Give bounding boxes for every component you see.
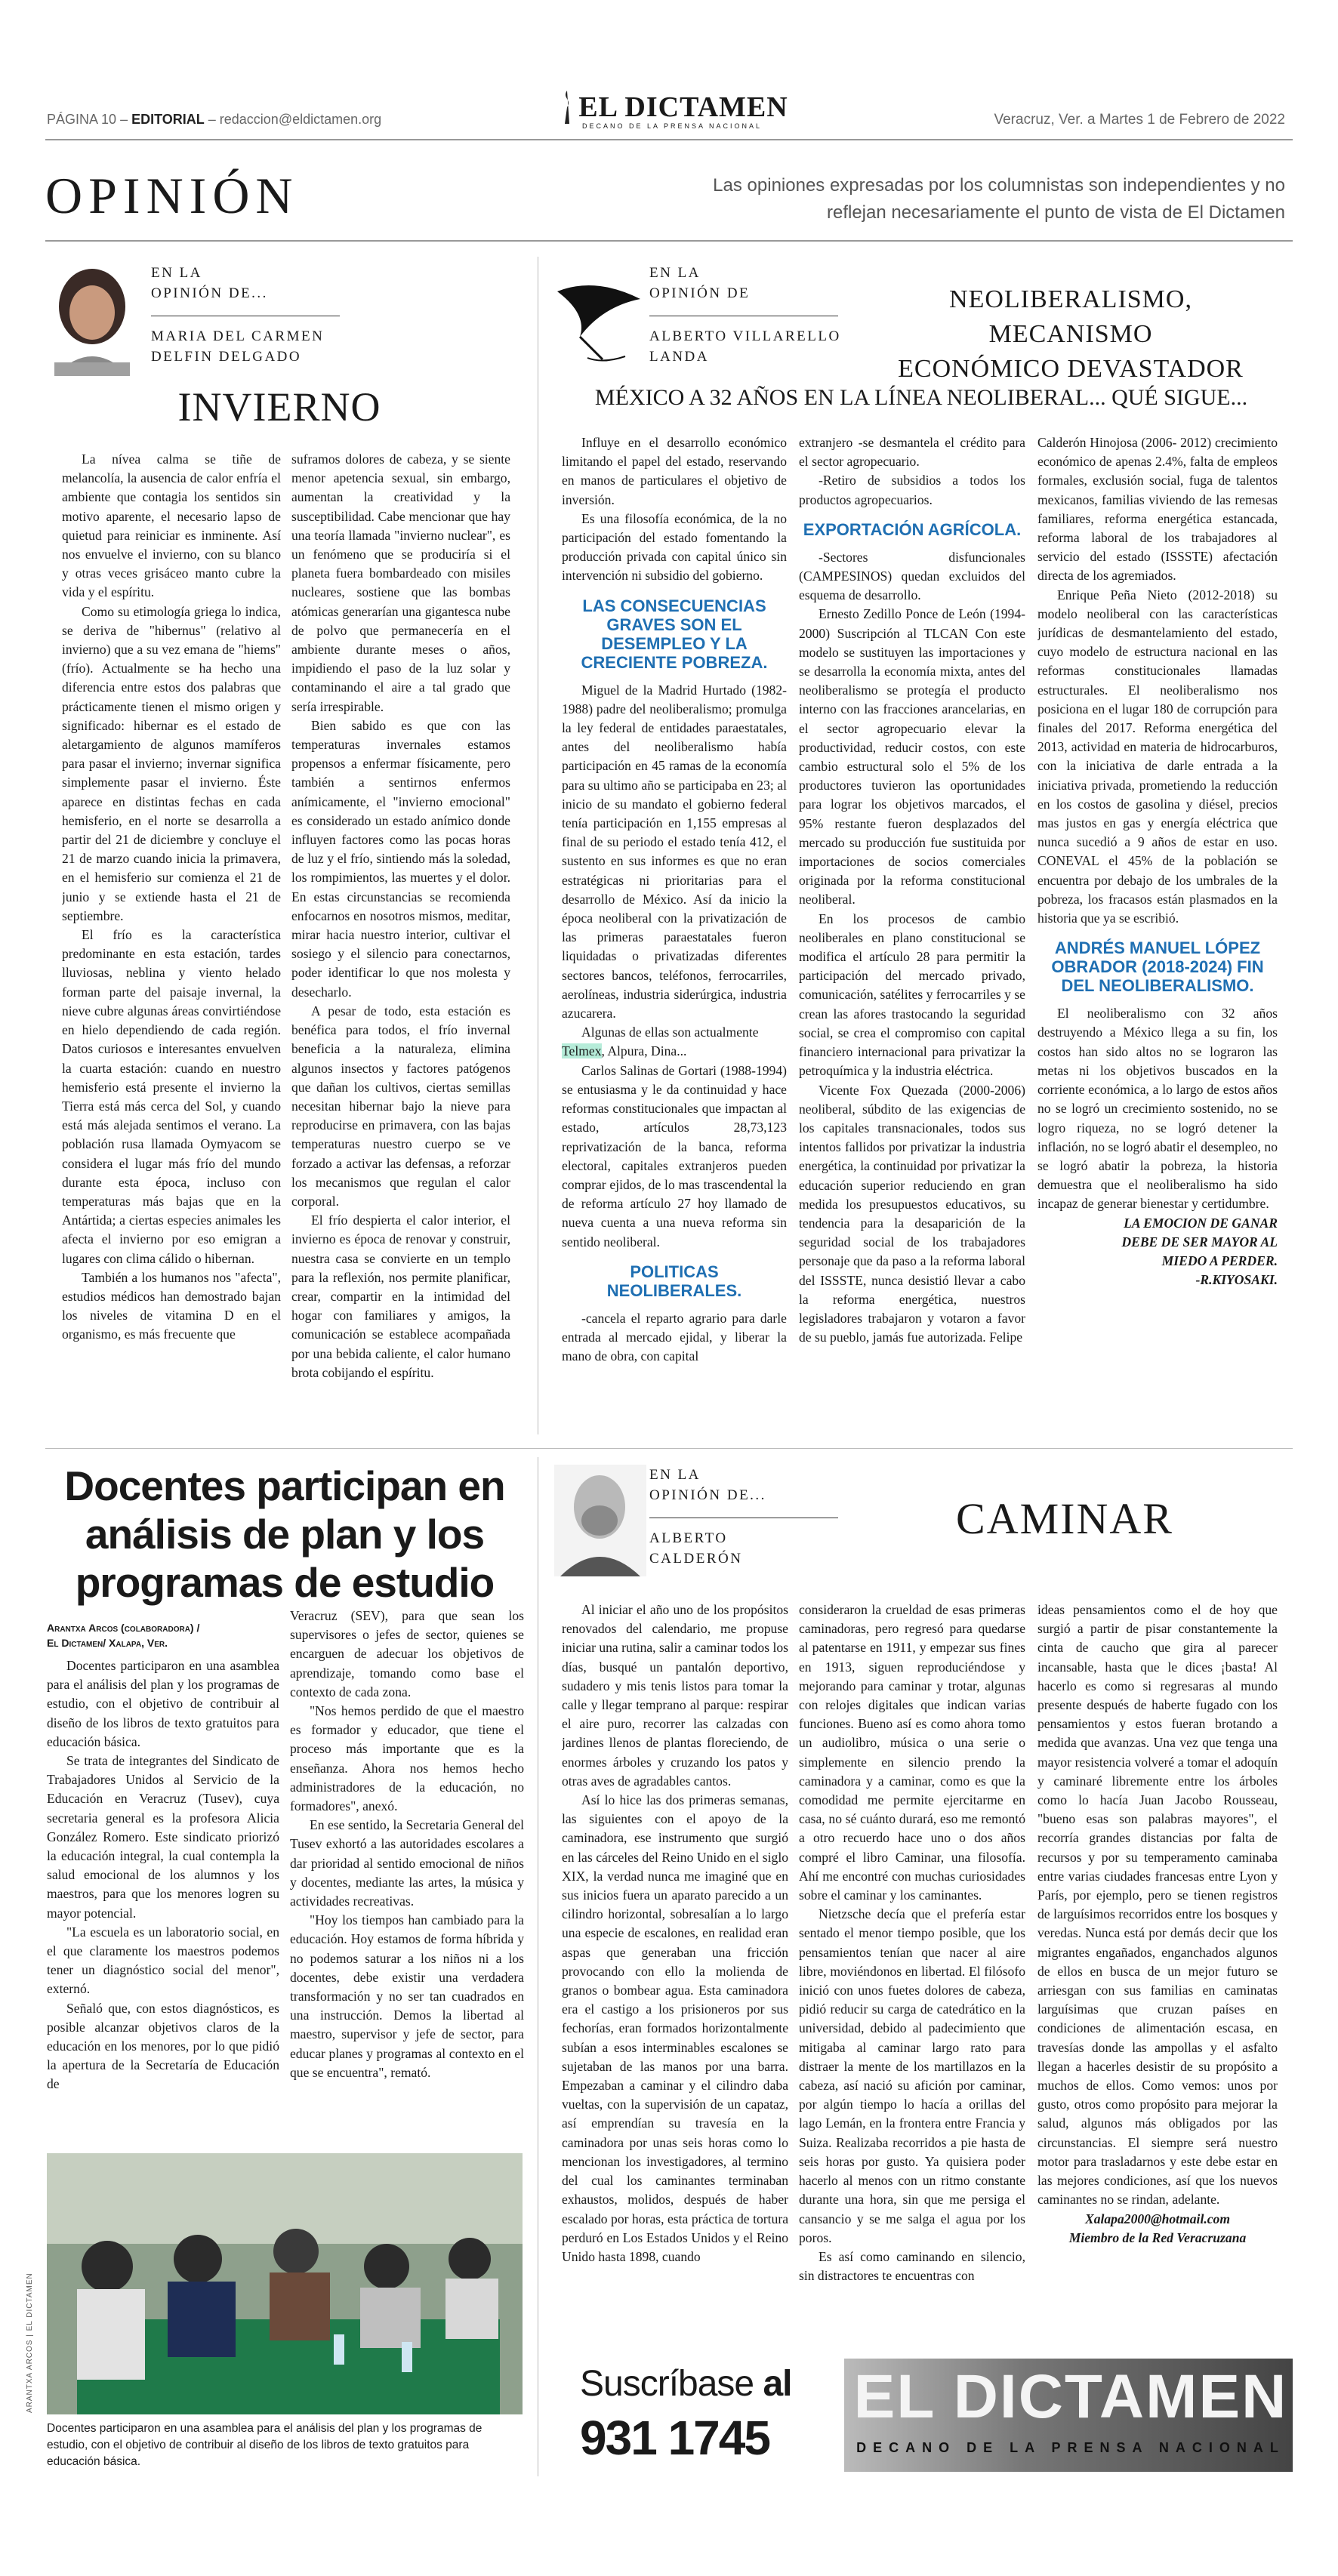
news-body: Veracruz (SEV), para que sean los supervisores o jefes de sector, quienes se encarguen de adecuar los objetivos de aprendizaje, tomando como base el contexto de cada zona. "Nos hemos perdido de que el maestro es formador y educador, que tiene el proceso más importante que es la enseñanza. Ahora nos hemos hecho administradores de la educación, no formadores", anexó. En ese sentido, la Secretaria General del Tusev exhortó a las autoridades escolares a dar prioridad al sentido emocional de niños y docentes, mediante las artes, la música y actividades recreativas. "Hoy los tiempos han cambiado para la educación. Hoy estamos de forma híbrida y no podemos saturar a los niños ni a los docentes, debe existir una verdadera transformación y no ser tan cuadrados en una instrucción. Demos la libertad al maestro, supervisor y jefe de sector, para educar planes y programas al contexto en el que se encuentra", remató. xyxy=(290,1608,524,2080)
news-body: Docentes participaron en una asamblea para el análisis del plan y los programas de estudio, con el objetivo de contribuir al diseño de los libros de texto gratuitos para educación básica. Se trata de integrantes del Sindicato de Trabajadores Unidos al Servicio de la Educación en Veracruz (Tusev), cuya secretaria general es la profesora Alicia González Romero. Este sindicato priorizó la educación integral, la cual contempla la salud emocional de los alumnos y los maestros, para que los menores logren su mayor potencial. "La escuela es un laboratorio social, en el que claramente los maestros podemos tener un diagnóstico social del menor", externó. Señaló que, con estos diagnósticos, es posible alcanzar objetivos claros de la educación en los menores, por lo que pidió la apertura de la Secretaría de Educación de xyxy=(47,1658,279,2092)
column-kicker: EN LA OPINIÓN DE... xyxy=(151,265,268,301)
ad-tagline: DECANO DE LA PRENSA NACIONAL xyxy=(856,2440,1285,2455)
article-body: consideraron la crueldad de esas primeras caminadoras, pero regresó para quedarse al patentarse en 1911, y empezar sus fines en 1913, siguen reproduciéndose y mejorando para caminar y trotar, algunas con relojes digitales que indican varias funciones. Bueno así es como ahora tomo un audiolibro, música o una serie o simplemente en silencio prendo la caminadora y a caminar, como es que la comodidad me permite ejercitarme en casa, no sé cuánto durará, eso me remontó a otro recuerdo hace uno o dos años compré el libro Caminar, una filosofía. Ahí me encontré con muchas curiosidades sobre el caminar y los caminantes. Nietzsche decía que el prefería estar sentado el menor tiempo posible, que los pensamientos tenían que nacer al aire libre, moviéndonos en libertad. El filósofo inició con unos fuetes dolores de cabeza, pidió reducir su carga de catedrático en la universidad, debido al padecimiento que mitigaba al caminar largo rato para distraer la mente de los martillazos en la cabeza, así nació su afición por caminar, por algún tiempo lo hacía a orillas del lago Lemán, en la frontera entre Francia y Suiza. Realizaba recorridos a pie hasta de seis horas por gusto. Ya quisiera poder hacerlo al menos con un ritmo constante durante una hora, sin que me persiga el cansancio y se me salga el agua por los poros. Es así como caminando en silencio, sin distractores te encuentras con xyxy=(799,1602,1025,2284)
page-header: PÁGINA 10 – EDITORIAL – redaccion@eldictamen.org xyxy=(47,112,382,127)
subheading: LAS CONSECUENCIAS GRAVES SON EL DESEMPLEO Y LA CRECIENTE POBREZA. xyxy=(581,596,768,672)
news-photo xyxy=(47,2153,523,2414)
section-rule xyxy=(45,240,1293,242)
article-body: Calderón Hinojosa (2006- 2012) crecimiento económico de apenas 2.4%, falta de empleos formales, exclusión social, fuga de talentos mexicanos, familias viviendo de las remesas familiares, reforma energética estancada, reforma laboral de los trabajadores al servicio del estado (ISSSTE) afectación directa de los agremiados. Enrique Peña Nieto (2012-2018) su modelo neoliberal con las características jurídicas de desmantelamiento del estado, cuyo modelo de estructura nacional en las reformas constitucionales llamadas estructurales. El neoliberalismo nos posiciona en el lugar 180 de corrupción para finales del 2017. Reforma energética del 2013, actividad en materia de hidrocarburos, con la iniciativa de darle entrada a la iniciativa privada, prometiendo la reducción en los costos de gasolina y diésel, precios mas justos en gas y energía eléctrica que nunca sucedió a 9 años de estar en uso. CONEVAL el 45% de la población se encuentra por debajo de los umbrales de la pobreza, los fracasos están plasmados en la historia que ya se escribió. ANDRÉS MANUEL LÓPEZ OBRADOR (2018-2024) FIN DEL NEOLIBERALISMO. El neoliberalismo con 32 años destruyendo a México llega a su fin, los costos han sido altos no se lograron las metas ni los objetivos buscados en la corriente económica, a lo largo de estos años no se logró un crecimiento sostenido, no se logro riqueza, no se logró detener la inflación, no se logró abatir el desempleo, no se logró abatir la pobreza, la historia demuestra que el neoliberalismo ha sido incapaz de generar bienestar y certidumbre. LA EMOCION DE GANAR DEBE DE SER MAYOR AL MIEDO A PERDER. -R.KIYOSAKI. xyxy=(1037,435,1278,1288)
page-number: PÁGINA 10 xyxy=(47,112,117,127)
ad-logo: EL DICTAMEN xyxy=(853,2362,1288,2431)
article-title: NEOLIBERALISMO, MECANISMO ECONÓMICO DEVASTADOR xyxy=(898,285,1244,383)
article-subtitle: MÉXICO A 32 AÑOS EN LA LÍNEA NEOLIBERAL... QUÉ SIGUE... xyxy=(594,385,1248,410)
subheading: EXPORTACIÓN AGRÍCOLA. xyxy=(803,519,1022,539)
avatar xyxy=(47,263,137,376)
article-title: INVIERNO xyxy=(177,384,381,430)
section-title: OPINIÓN xyxy=(45,167,299,224)
disclaimer: Las opiniones expresadas por los columnistas son independientes y no reflejan necesariamente el punto de vista de El Dictamen xyxy=(713,175,1285,223)
article-body: Influye en el desarrollo económico limitando el papel del estado, reservando en manos de particulares el objetivo de inversión. Es una filosofía económica, de la no participación del estado fomentando la producción privada con capital único sin intervención ni subsidio del gobierno. LAS CONSECUENCIAS GRAVES SON EL DESEMPLEO Y LA CRECIENTE POBREZA. Miguel de la Madrid Hurtado (1982-1988) padre del neoliberalismo; promulga la ley federal de entidades paraestatales, antes del neoliberalismo había participación en 45 ramas de la economía para su ultimo año se participaba en 23; al inicio de su mandato el gobierno federal tenía participación en 1,155 empresas al final de su periodo el estado tenía 412, el sustento en sus informes es que no eran estratégicas ni prioritarias para el desarrollo de México. Así da inicio la época neoliberal con la privatización de las primeras paraestatales fueron liquidadas o privatizadas diferentes sectores bancos, teléfonos, ferrocarriles, aerolíneas, industria siderúrgica, industria azucarera. Algunas de ellas son actualmente Telmex, Alpura, Dina... Carlos Salinas de Gortari (1988-1994) se entusiasma y le da continuidad y hace reformas constitucionales que impactan al estado, artículos 28,73,123 reprivatización de la banca, reforma electoral, capitales extranjeros pueden comprar ejidos, de lo mas trascendental la de reforma artículo 27 hoy llamado de nueva cuenta a una nueva reforma sin sentido neoliberal. POLITICAS NEOLIBERALES. -cancela el reparto agrario para darle entrada al mercado ejidal, y liberar la mano de obra, con capital xyxy=(562,435,787,1364)
torch-icon xyxy=(556,89,578,125)
masthead-logo: EL DICTAMEN DECANO DE LA PRENSA NACIONAL xyxy=(544,89,800,130)
author-name: MARIA DEL CARMEN DELFIN DELGADO xyxy=(151,328,325,365)
subheading: ANDRÉS MANUEL LÓPEZ OBRADOR (2018-2024) FIN DEL NEOLIBERALISMO. xyxy=(1051,938,1264,996)
section-rule xyxy=(45,1448,1293,1449)
page-date: Veracruz, Ver. a Martes 1 de Febrero de 2022 xyxy=(994,112,1285,128)
article-body: La nívea calma se tiñe de melancolía, la ausencia de calor enfría el ambiente que contagia los sentidos sin motivo aparente, el necesario lapso de quietud para reiniciar es inminente. Así nos envuelve el invierno, con su blanco y otras veces grisáceo manto cubre la vida y el espíritu. Como su etimología griega lo indica, se deriva de "hibernus" (relativo al invierno) que a su vez emana de "hiems" (frío). Actualmente se ha hecho una diferencia entre estos dos palabras que prácticamente tienen el mismo origen y significado: hibernar es el estado de aletargamiento de algunos mamíferos para pasar el invierno; invernar significa simplemente pasar el invierno. Éste aparece en distintas fechas en cada hemisferio, en el norte se desarrolla a partir del 21 de diciembre y concluye el 21 de marzo cuando inicia la primavera, en el hemisferio sur comienza el 21 de junio y se extiende hasta el 21 de septiembre. El frío es la característica predominante en esta estación, tardes lluviosas, neblina y viento helado forman parte del paisaje invernal, la nieve cubre algunas áreas convirtiéndose en hielo dependiendo de cada región. Datos curiosos e interesantes envuelven la cuarta estación: cuando en nuestro hemisferio está presente el invierno la Tierra está más cerca del Sol, y cuando está más alejada sentimos el verano. La población rusa llamada Oymyacom se considera el lugar más frío del mundo durante esta época, incluso con temperaturas más bajas que en la Antártida; a ciertas especies animales les afecta el invierno por eso emigran a lugares con clima cálido o hibernan. También a los humanos nos "afecta", estudios médicos han demostrado bajan los niveles de vitamina D en el organismo, es más frecuente que xyxy=(62,451,281,1342)
email-link[interactable]: redaccion@eldictamen.org xyxy=(219,112,382,127)
photo-credit: ARANTXA ARCOS | EL DICTAMEN xyxy=(26,2272,34,2413)
header-rule xyxy=(45,139,1293,140)
news-byline: Arantxa Arcos (colaboradora) / El Dictamen/ Xalapa, Ver. xyxy=(47,1622,200,1649)
subscription-ad[interactable]: Suscríbase al 931 1745 EL DICTAMEN DECANO DE LA PRENSA NACIONAL xyxy=(550,2351,1293,2479)
article-body: Al iniciar el año uno de los propósitos renovados del calendario, me propuse iniciar una rutina, salir a caminar todos los días, busqué un pantalón deportivo, sudadero y mis tenis listos para tomar la calle y llegar temprano al parque: respirar el aire puro, recorrer las calzadas con jardines llenos de plantas floreciendo, de enormes árboles y cruzando los patos y otras aves de agradables cantos. Así lo hice las dos primeras semanas, las siguientes con el apoyo de la caminadora, ese instrumento que surgió en las cárceles del Reino Unido en el siglo XIX, la verdad nunca me imaginé que en sus inicios fuera un aparato parecido a un cilindro horizontal, sobresalían a lo largo una especie de escalones, en realidad eran aspas que generaban una fricción provocando con ello la molienda de granos o bombear agua. Esta caminadora era el castigo a los prisioneros por sus fechorías, eran formados horizontalmente subían a esos interminables escalones se sujetaban de las manos por una barra. Empezaban a caminar y el cilindro daba vueltas, con la supervisión de un capataz, así emprendían su travesía en la caminadora por unas seis horas como lo mencionan los investigadores, al termino del cual los caminantes terminaban exhaustos, molidos, después de haber escalado por horas, esta práctica de tortura perduró en Los Estados Unidos y el Reino Unido hasta 1898, cuando xyxy=(562,1602,788,2264)
news-headline: Docentes participan en análisis de plan y los programas de estudio xyxy=(64,1462,505,1606)
article-body: extranjero -se desmantela el crédito para el sector agropecuario. -Retiro de subsidios a todos los productos agropecuarios. EXPORTACIÓN AGRÍCOLA. -Sectores disfuncionales (CAMPESINOS) quedan excluidos del esquema de desarrollo. Ernesto Zedillo Ponce de León (1994-2000) Suscripción al TLCAN Con este modelo se sustituyen las importaciones y se desarrolla la economía mixta, antes del neoliberalismo se protegía el producto interno con las fracciones arancelarias, en el sector agropecuario elevar la productividad, reducir costos, con este cambio estructural solo el 5% de los productores tuvieron las oportunidades para lograr los objetivos marcados, el 95% restante fueron desplazados del mercado su producción fue sustituida por importaciones de socios comerciales originada por la reforma constitucional neoliberal. En los procesos de cambio neoliberales en plano constitucional se modifica el artículo 28 para permitir la participación del mercado privado, comunicación, satélites y ferrocarriles y se crean las afores trastocando la seguridad social, se crea el compromiso con capital financiero internacional para privatizar la petroquímica y la industria eléctrica. Vicente Fox Quezada (2000-2006) neoliberal, súbdito de las exigencias de los capitales transnacionales, todos sus intentos fallidos por privatizar la industria energética, la continuidad por privatizar la educación superior reduciendo en gran medida los presupuestos educativos, su tendencia para la desaparición de la seguridad social de los trabajadores personaje que da paso a la reforma laboral del ISSSTE, nunca desistió llevar a cabo la reforma energética, nuestros legisladores trabajaron y votaron a favor de su pueblo, jamás fue autorizada. Felipe xyxy=(799,435,1025,1345)
subscription-phone[interactable]: 931 1745 xyxy=(580,2411,769,2465)
quill-icon xyxy=(550,269,648,367)
column-kicker: EN LA OPINIÓN DE xyxy=(649,265,751,301)
article-body: ideas pensamientos como el de hoy que surgió a partir de pisar constantemente la cinta de caucho que gira al parecer incansable, hasta que le dices ¡basta! Al hacerlo es como si regresaras al mundo presente después de haberte fugado con los pensamientos y estos fueran brotando a medida que avanzas. Una vez que tenga una mayor resistencia volveré a tomar el adoquín y caminaré libremente entre los árboles como lo hacía Juan Jacobo Rousseau, "bueno esas son palabras mayores", el recorría grandes distancias por falta de recursos y por su temperamento caminaba entre varias ciudades francesas entre Lyon y París, por ejemplo, pero se tienen registros de larguísimos recorridos entre los bosques y veredas. Nunca está por demás decir que los migrantes engañados, enganchados algunos de ellos en busca de un mejor futuro se arriesgan con sus familias en caminatas larguísimas que cruzan países en condiciones de alimentación escasa, en travesías donde las ampollas y el asfalto llegan a hacerles desistir de su propósito a muchos de ellos. Como vemos: unos por gusto, otros como propósito para mejorar la salud, algunos más obligados por las circunstancias. El siempre será nuestro motor para trasladarnos y este debe estar en las mejores condiciones, así que los nuevos caminantes no se rindan, adelante. Xalapa2000@hotmail.com Miembro de la Red Veracruzana xyxy=(1037,1602,1278,2245)
section-name: EDITORIAL xyxy=(131,112,205,127)
article-title: CAMINAR xyxy=(956,1494,1173,1543)
article-body: suframos dolores de cabeza, y se siente menor apetencia sexual, sin embargo, aumentan la creatividad y la susceptibilidad. Cabe mencionar que hay una teoría llamada "invierno nuclear", es un fenómeno que se produciría si el planeta fuera bombardeado con misiles nucleares, sostiene que las bombas atómicas generarían una gigantesca nube de polvo que permanecería en el ambiente durante meses o años, impidiendo el paso de la luz solar y contaminando el aire a tal grado que sería irrespirable. Bien sabido es que con las temperaturas invernales estamos propensos a enfermar físicamente, pero también a sentirnos enfermos anímicamente, el "invierno emocional" es considerado un estado anímico donde influyen factores como las pocas horas de luz y el frío, sintiendo más la soledad, los rompimientos, las muertes y el dolor. En estas circunstancias se recomienda enfocarnos en nosotros mismos, meditar, mirar hacia nuestro interior, cultivar el sosiego y el silencio para conectarnos, poder identificar lo que nos molesta y desecharlo. A pesar de todo, esta estación es benéfica para todos, el frío invernal beneficia a la naturaleza, elimina algunos insectos y factores patógenos que dañan los cultivos, ciertas semillas necesitan hibernar bajo la nieve para reproducirse en primavera, con las bajas temperaturas nuestro cuerpo se ve forzado a activar las defensas, a reforzar los mecanismos que regulan el calor corporal. El frío despierta el calor interior, el invierno es época de renovar y construir, nuestra casa se convierte en un templo para la reflexión, nos permite planificar, crear, compartir en la intimidad del hogar con familiares y amigos, la comunicación se establece acompañada por una bebida caliente, el calor humano brota cobijando el espíritu. xyxy=(291,451,510,1380)
column-kicker: EN LA OPINIÓN DE... xyxy=(649,1467,766,1503)
author-name: ALBERTO CALDERÓN xyxy=(649,1530,743,1567)
author-name: ALBERTO VILLARELLO LANDA xyxy=(649,328,841,365)
photo-caption: Docentes participaron en una asamblea para el análisis del plan y los programas de estudio, con el objetivo de contribuir al diseño de los libros de texto gratuitos para educación básica. xyxy=(47,2422,482,2468)
avatar xyxy=(554,1465,646,1576)
highlighted-word[interactable]: Telmex xyxy=(562,1043,602,1059)
subheading: POLITICAS NEOLIBERALES. xyxy=(606,1262,742,1300)
